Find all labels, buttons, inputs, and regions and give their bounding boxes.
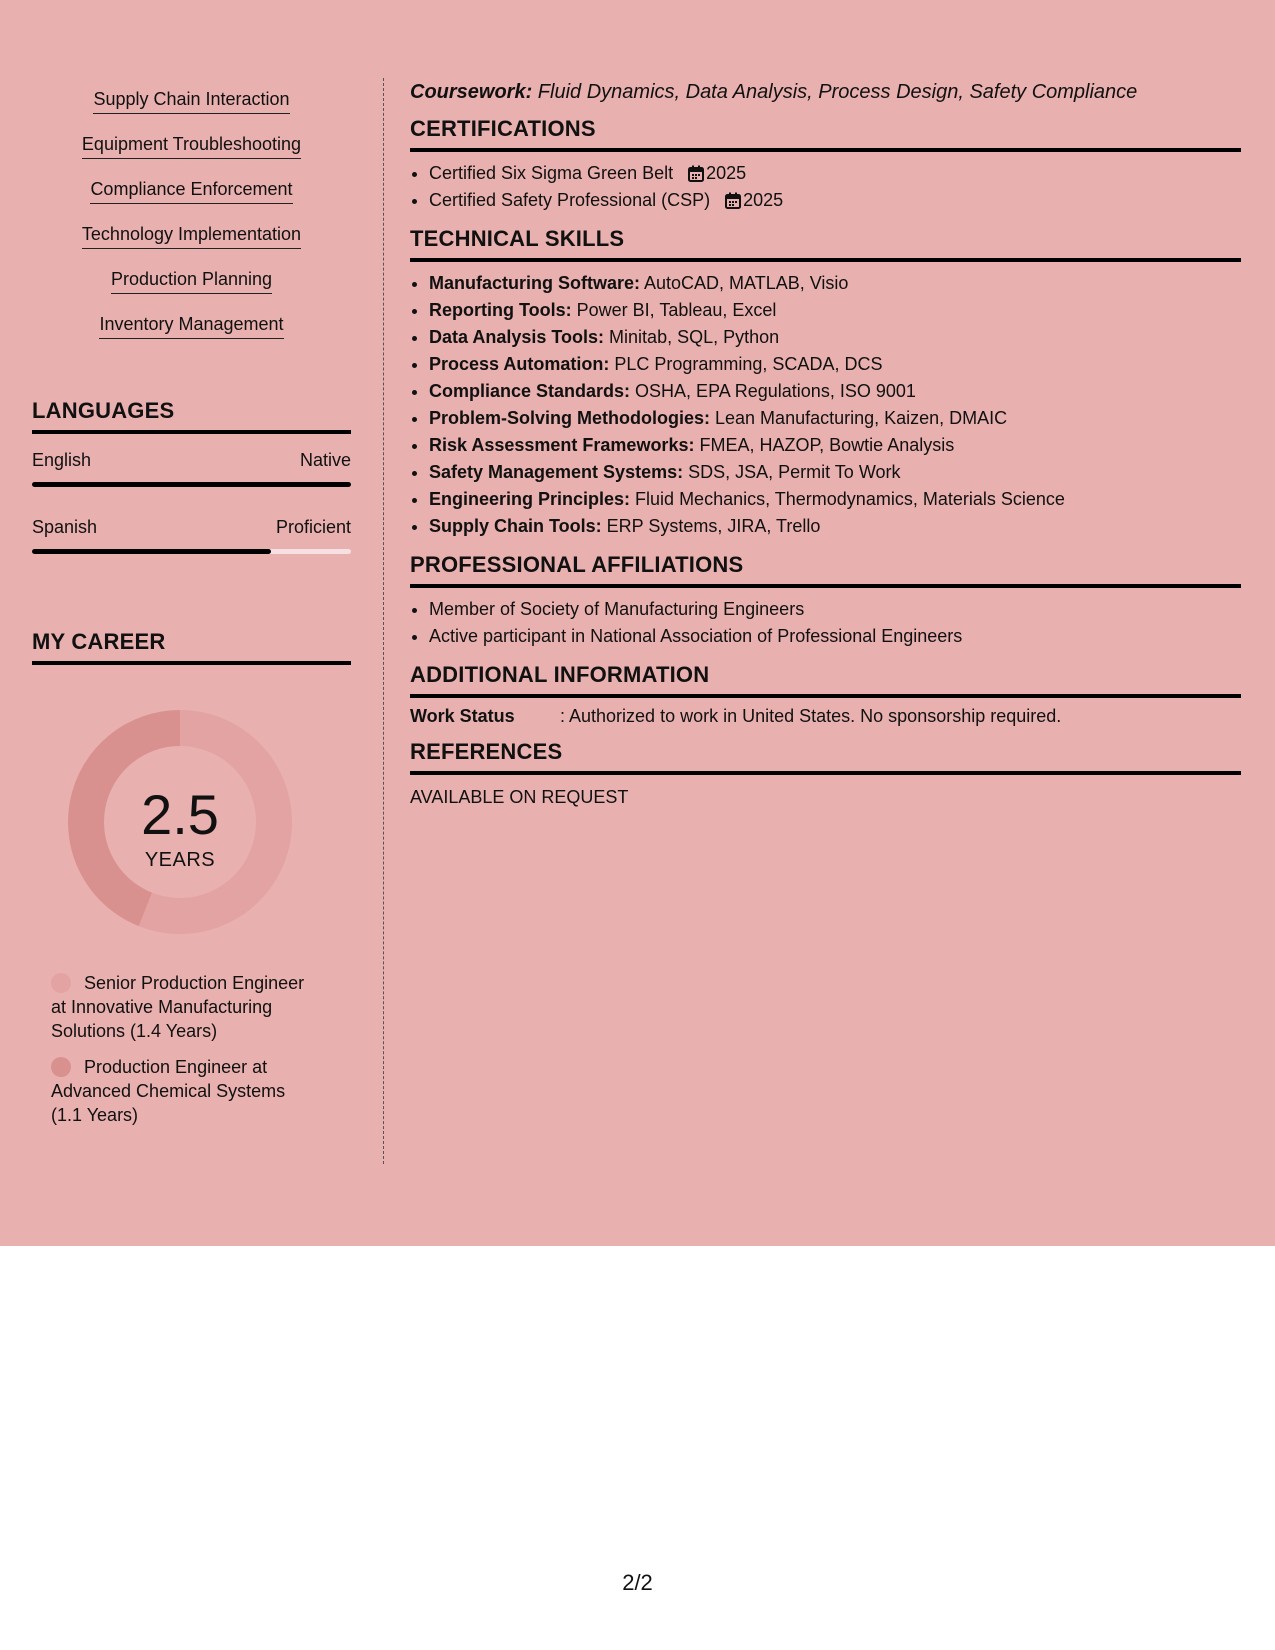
skill-label: Inventory Management (99, 313, 283, 339)
technical-skill-item (429, 378, 1241, 405)
legend-dot (51, 973, 71, 993)
skill-category: Risk Assessment Frameworks: (429, 435, 695, 455)
coursework-text: Fluid Dynamics, Data Analysis, Process Design, Safety Compliance (532, 81, 1138, 103)
skill-values: Power BI, Tableau, Excel (571, 300, 777, 320)
language-proficiency-bar (32, 482, 351, 487)
career-role-text: Senior Production Engineer at Innovative Manufacturing Solutions (1.4 Years) (51, 973, 305, 1041)
skill-values: PLC Programming, SCADA, DCS (609, 354, 883, 374)
work-status-row (410, 706, 1241, 727)
certification-item (429, 160, 1241, 187)
skill-values: Fluid Mechanics, Thermodynamics, Materials Science (630, 489, 1065, 509)
skill-item (32, 123, 351, 168)
calendar-icon (725, 192, 741, 209)
career-role-text: Production Engineer at Advanced Chemical Systems (1.1 Years) (51, 1057, 286, 1125)
technical-skill-item (429, 459, 1241, 486)
skill-item (32, 258, 351, 303)
technical-skills-list (410, 270, 1241, 540)
language-proficiency-fill (32, 549, 271, 554)
technical-skill-item (429, 405, 1241, 432)
affiliations-heading: PROFESSIONAL AFFILIATIONS (410, 552, 1241, 588)
certifications-heading: CERTIFICATIONS (410, 116, 1241, 152)
technical-skill-item (429, 351, 1241, 378)
skill-item (32, 213, 351, 258)
languages-section (32, 398, 351, 554)
languages-heading: LANGUAGES (32, 398, 351, 434)
career-heading: MY CAREER (32, 629, 351, 665)
skill-values: Lean Manufacturing, Kaizen, DMAIC (710, 408, 1008, 428)
additional-info-heading: ADDITIONAL INFORMATION (410, 662, 1241, 698)
certification-item (429, 187, 1241, 214)
technical-skill-item (429, 324, 1241, 351)
legend-dot (51, 1057, 71, 1077)
technical-skill-item (429, 297, 1241, 324)
language-name: English (32, 450, 92, 470)
career-legend (51, 971, 321, 1127)
language-item (32, 450, 351, 487)
career-role (51, 971, 321, 1043)
page-number: 2/2 (622, 1570, 653, 1595)
career-role (51, 1055, 321, 1127)
technical-skill-item (429, 270, 1241, 297)
affiliation-item: • Member of Society of Manufacturing Engineers (429, 596, 1241, 623)
skill-label: Supply Chain Interaction (93, 88, 289, 114)
technical-skills-heading: TECHNICAL SKILLS (410, 226, 1241, 262)
certification-year: 2025 (706, 163, 747, 183)
skill-category: Manufacturing Software: (429, 273, 641, 293)
coursework (410, 78, 1241, 106)
skill-category: Problem-Solving Methodologies: (429, 408, 711, 428)
skill-item (32, 78, 351, 123)
skill-item (32, 303, 351, 348)
career-section (32, 629, 351, 1127)
skill-label: Compliance Enforcement (90, 178, 292, 204)
skill-item (32, 168, 351, 213)
skill-values: SDS, JSA, Permit To Work (683, 462, 901, 482)
additional-info-section (410, 662, 1241, 727)
skill-values: OSHA, EPA Regulations, ISO 9001 (630, 381, 916, 401)
references-text: AVAILABLE ON REQUEST (410, 787, 629, 807)
certification-name: Certified Safety Professional (CSP) (429, 190, 711, 210)
language-level: Native (299, 450, 351, 470)
affiliation-item: • Active participant in National Association of Professional Engineers (429, 623, 1241, 650)
language-proficiency-fill (32, 482, 351, 487)
certification-name: Certified Six Sigma Green Belt (429, 163, 674, 183)
references-heading: REFERENCES (410, 739, 1241, 775)
skill-category: Reporting Tools: (429, 300, 572, 320)
skill-category: Process Automation: (429, 354, 610, 374)
skill-category: Supply Chain Tools: (429, 516, 602, 536)
affiliations-list (410, 596, 1241, 650)
skill-values: AutoCAD, MATLAB, Visio (640, 273, 849, 293)
skill-label: Production Planning (111, 268, 272, 294)
technical-skill-item (429, 486, 1241, 513)
work-status-value: : Authorized to work in United States. No sponsorship required. (560, 706, 1062, 726)
skill-category: Data Analysis Tools: (429, 327, 605, 347)
calendar-icon (688, 165, 704, 182)
skill-label: Technology Implementation (82, 223, 301, 249)
technical-skills-section (410, 226, 1241, 540)
technical-skill-item (429, 513, 1241, 540)
references-section (410, 739, 1241, 808)
certifications-list (410, 160, 1241, 214)
career-donut-chart (67, 709, 293, 935)
coursework-label: Coursework: (410, 81, 533, 103)
career-total-unit: YEARS (144, 849, 216, 871)
skill-values: FMEA, HAZOP, Bowtie Analysis (694, 435, 955, 455)
skill-category: Compliance Standards: (429, 381, 631, 401)
skill-category: Safety Management Systems: (429, 462, 684, 482)
career-total-value: 2.5 (141, 783, 219, 846)
skill-values: Minitab, SQL, Python (604, 327, 780, 347)
skills-list (32, 78, 351, 348)
certification-year: 2025 (743, 190, 784, 210)
work-status-label: Work Status (410, 706, 515, 726)
language-level: Proficient (275, 517, 351, 537)
skill-category: Engineering Principles: (429, 489, 631, 509)
language-item (32, 517, 351, 554)
right-column (410, 78, 1241, 820)
language-name: Spanish (32, 517, 98, 537)
left-column (32, 78, 351, 1139)
skill-values: ERP Systems, JIRA, Trello (601, 516, 821, 536)
technical-skill-item (429, 432, 1241, 459)
affiliations-section (410, 552, 1241, 650)
language-proficiency-bar (32, 549, 351, 554)
skill-label: Equipment Troubleshooting (82, 133, 301, 159)
certifications-section (410, 116, 1241, 214)
column-divider (383, 78, 384, 1164)
